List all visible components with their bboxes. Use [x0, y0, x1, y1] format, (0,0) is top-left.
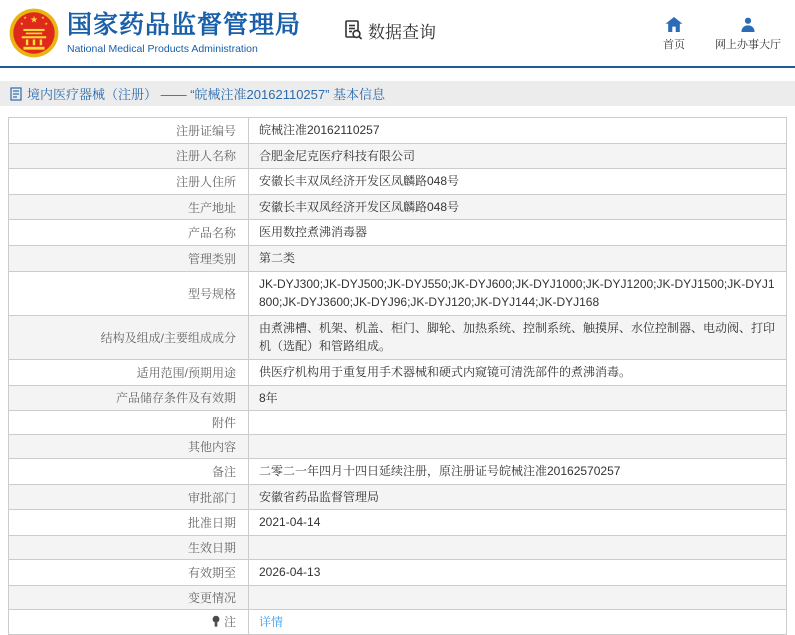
row-value: 安徽长丰双凤经济开发区凤麟路048号: [259, 199, 460, 214]
row-label: [9, 411, 249, 434]
data-query-tab[interactable]: [343, 18, 436, 43]
row-label: [9, 586, 249, 609]
row-value: 安徽长丰双凤经济开发区凤麟路048号: [259, 174, 460, 189]
row-label-text: 结构及组成/主要组成成分: [100, 330, 236, 345]
note-icon: [211, 615, 221, 628]
china-national-emblem-icon: [8, 7, 60, 59]
table-row: [9, 459, 786, 485]
table-row: [9, 272, 786, 316]
row-label-text: 产品储存条件及有效期: [115, 391, 236, 406]
row-label-text: 变更情况: [187, 590, 236, 605]
row-label-text: 审批部门: [187, 490, 236, 505]
row-label-text: 适用范围/预期用途: [136, 365, 236, 380]
table-row: [9, 586, 786, 610]
svg-text:★: ★: [44, 20, 49, 26]
row-label-text: 生效日期: [187, 540, 236, 555]
row-value: JK-DYJ300;JK-DYJ500;JK-DYJ550;JK-DYJ600;JK-DYJ1000;JK-DYJ1200;JK-DYJ1500;JK-DYJ1800;JK-DYJ3600;JK-DYJ96;JK-DYJ120;JK-DYJ144;JK-DYJ168: [259, 276, 775, 310]
row-value: 2026-04-13: [259, 564, 321, 579]
table-row: [9, 560, 786, 586]
svg-text:★: ★: [41, 15, 45, 21]
agency-title: [67, 11, 301, 55]
svg-text:★: ★: [19, 20, 24, 26]
row-label: [9, 510, 249, 535]
data-query-label: 数据查询: [368, 22, 437, 42]
table-row: [9, 386, 786, 412]
svg-text:★: ★: [30, 15, 38, 26]
row-label: [9, 118, 249, 143]
row-label: [9, 316, 249, 359]
row-value: 二零二一年四月十四日延续注册，原注册证号皖械注准20162570257: [259, 464, 621, 479]
table-row: [9, 169, 786, 195]
row-label: [9, 220, 249, 245]
row-label-text: 注册人住所: [175, 174, 236, 189]
row-label-text: 生产地址: [187, 200, 236, 215]
row-value: 医用数控煮沸消毒器: [259, 225, 368, 240]
detail-link[interactable]: 详情: [259, 614, 284, 629]
row-value: 安徽省药品监督管理局: [259, 489, 380, 504]
row-label: [9, 560, 249, 585]
row-label: [9, 610, 249, 635]
person-icon: [740, 17, 756, 32]
row-value: 第二类: [259, 250, 296, 265]
row-label-text: 注: [223, 615, 236, 630]
row-label-text: 附件: [211, 416, 236, 431]
agency-title-cn: 国家药品监督管理局: [67, 11, 302, 40]
row-label: [9, 195, 249, 220]
info-table: [8, 117, 787, 635]
nav-home-label: 首页: [663, 38, 685, 51]
table-row: [9, 144, 786, 170]
row-label: [9, 536, 249, 559]
row-value: [249, 411, 786, 434]
row-value: 供医疗机构用于重复用手术器械和硬式内窥镜可清洗部件的煮沸消毒。: [259, 364, 632, 379]
row-label: [9, 360, 249, 385]
document-icon: [10, 87, 22, 101]
row-label-text: 型号规格: [187, 286, 236, 301]
table-row: [9, 435, 786, 459]
table-row: [9, 360, 786, 386]
row-value: 皖械注准20162110257: [259, 123, 380, 137]
row-label: [9, 144, 249, 169]
row-value: [249, 435, 786, 458]
agency-title-en: National Medical Products Administration: [67, 42, 258, 55]
nav-home[interactable]: [663, 17, 685, 52]
home-icon: [665, 17, 683, 32]
row-label: [9, 272, 249, 315]
svg-text:★: ★: [23, 15, 27, 21]
row-label: [9, 435, 249, 458]
row-label-text: 其他内容: [187, 440, 236, 455]
header: [0, 0, 795, 68]
row-label-text: 有效期至: [187, 565, 236, 580]
table-row: [9, 411, 786, 435]
nav-online-service-hall[interactable]: [715, 17, 781, 52]
breadcrumb: [0, 81, 795, 106]
table-row: [9, 510, 786, 536]
header-nav: [663, 17, 781, 52]
table-row: [9, 246, 786, 272]
row-value: [249, 536, 786, 559]
breadcrumb-text: 境内医疗器械（注册） —— “皖械注准20162110257” 基本信息: [27, 87, 386, 102]
row-label-text: 管理类别: [187, 251, 236, 266]
row-label: [9, 386, 249, 411]
row-value: 合肥金尼克医疗科技有限公司: [259, 148, 416, 163]
table-row: [9, 610, 786, 635]
row-value: 由煮沸槽、机架、机盖、柜门、脚轮、加热系统、控制系统、触摸屏、水位控制器、电动阀、打印机（选配）和管路组成。: [259, 320, 776, 354]
row-value: [249, 610, 786, 635]
table-row: [9, 195, 786, 221]
row-label-text: 批准日期: [187, 516, 236, 531]
row-label: [9, 169, 249, 194]
row-label-text: 备注: [211, 464, 236, 479]
row-value: 2021-04-14: [259, 515, 321, 530]
row-label: [9, 485, 249, 510]
document-search-icon: [343, 19, 363, 41]
row-label: [9, 459, 249, 484]
table-row: [9, 220, 786, 246]
row-label-text: 产品名称: [187, 226, 236, 241]
logo: [8, 7, 301, 59]
table-row: [9, 485, 786, 511]
table-row: [9, 316, 786, 360]
row-value: 8年: [259, 390, 278, 405]
row-label-text: 注册证编号: [175, 123, 236, 138]
row-label: [9, 246, 249, 271]
row-value: [249, 586, 786, 609]
table-row: [9, 118, 786, 144]
row-label-text: 注册人名称: [175, 149, 236, 164]
table-row: [9, 536, 786, 560]
nav-online-service-hall-label: 网上办事大厅: [715, 38, 781, 51]
